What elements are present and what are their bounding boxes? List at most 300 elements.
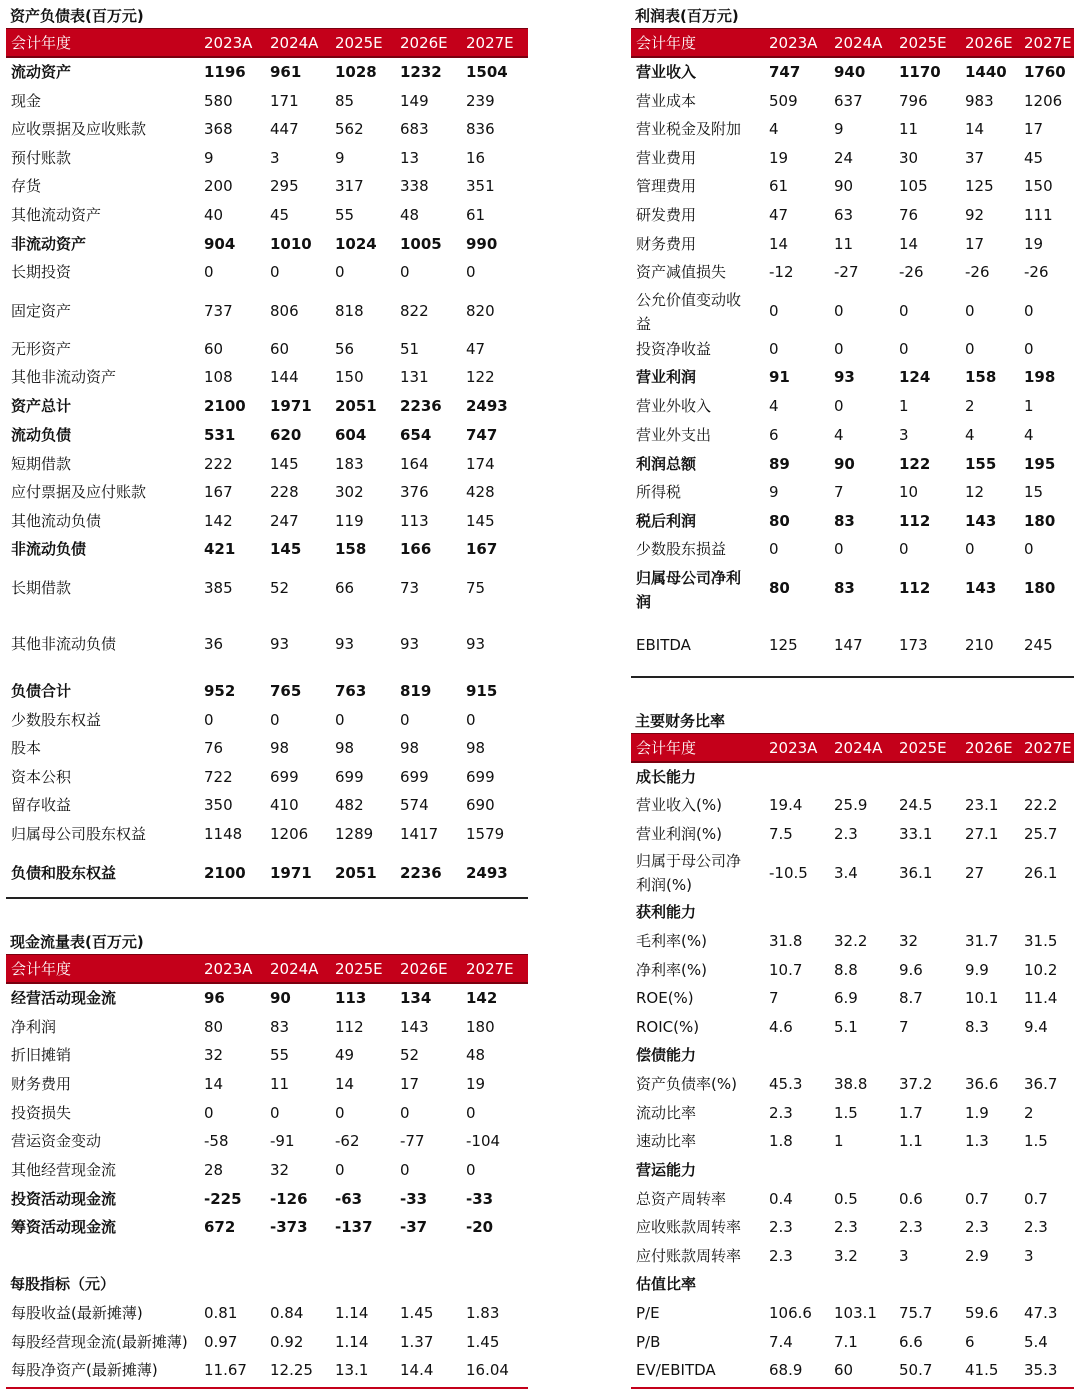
- cell-value: 385: [204, 579, 233, 597]
- table-row: [631, 364, 1074, 389]
- cell-value: 80: [769, 511, 790, 530]
- cell-value: 637: [834, 91, 863, 110]
- cell-value: 368: [204, 119, 233, 138]
- cell-value: 167: [466, 539, 498, 558]
- cell-value: 60: [834, 1360, 854, 1379]
- row-label: 其他非流动资产: [11, 367, 117, 386]
- header-year: 2026E: [400, 960, 448, 978]
- cell-value: 3.2: [834, 1246, 858, 1265]
- cell-value: 8.7: [899, 988, 923, 1007]
- cell-value: 0: [335, 1160, 345, 1179]
- cell-value: 2100: [204, 396, 246, 415]
- cell-value: 1: [1024, 396, 1034, 415]
- cell-value: 0: [1024, 339, 1034, 358]
- header-year: 2025E: [335, 960, 383, 978]
- cell-value: 76: [899, 205, 919, 224]
- cell-value: 0: [965, 301, 975, 320]
- row-label: 归属母公司股东权益: [11, 824, 147, 843]
- cell-value: 11.67: [204, 1360, 247, 1379]
- cell-value: 0: [899, 339, 909, 358]
- cell-value: 765: [270, 681, 302, 700]
- table-row: [631, 259, 1074, 284]
- cell-value: 48: [400, 205, 420, 224]
- table-row: [631, 792, 1074, 817]
- cell-value: 0: [400, 1160, 410, 1179]
- cell-value: 0: [834, 339, 844, 358]
- table-row: [631, 202, 1074, 227]
- table-row: [631, 1300, 1074, 1325]
- cell-value: 0: [899, 539, 909, 558]
- cell-value: 59.6: [965, 1303, 999, 1322]
- cell-value: 183: [335, 454, 364, 473]
- header-year: 2025E: [335, 34, 383, 52]
- cell-value: 149: [400, 91, 429, 110]
- cell-value: 1.14: [335, 1332, 369, 1351]
- cell-value: 14: [769, 234, 789, 253]
- cell-value: 47.3: [1024, 1303, 1058, 1322]
- cell-value: 699: [335, 767, 364, 786]
- header-year: 2024A: [834, 739, 883, 757]
- cell-value: 14: [899, 234, 919, 253]
- row-label: 固定资产: [11, 301, 72, 320]
- table-row: [6, 985, 528, 1010]
- cell-value: 338: [400, 176, 429, 195]
- section-heading-row: [631, 1271, 1074, 1296]
- cell-value: 25.9: [834, 795, 868, 814]
- cell-value: 19: [769, 148, 789, 167]
- cell-value: 143: [965, 579, 997, 597]
- row-label: 资产减值损失: [636, 262, 727, 281]
- cell-value: 4: [769, 396, 779, 415]
- cell-value: 0: [466, 1103, 476, 1122]
- cell-value: 1.9: [965, 1103, 989, 1122]
- cell-value: 0: [899, 301, 909, 320]
- cell-value: 111: [1024, 205, 1053, 224]
- cell-value: 180: [1024, 579, 1056, 597]
- table-row: [6, 364, 528, 389]
- cell-value: 36.6: [965, 1074, 999, 1093]
- table-row: [631, 231, 1074, 256]
- cash-flow-header-row: [6, 954, 528, 984]
- cell-value: 410: [270, 795, 299, 814]
- table-row: [6, 566, 528, 610]
- cell-value: 14.4: [400, 1360, 434, 1379]
- row-label: 营业利润: [636, 367, 697, 386]
- cell-value: 195: [1024, 454, 1056, 473]
- page-bottom-rule-right: [631, 1387, 1074, 1389]
- cell-value: 13.1: [335, 1360, 369, 1379]
- cell-value: 6.9: [834, 988, 858, 1007]
- cell-value: 1.37: [400, 1332, 434, 1351]
- cell-value: 604: [335, 425, 367, 444]
- cell-value: 19: [466, 1074, 486, 1093]
- cell-value: 2051: [335, 863, 377, 882]
- cell-value: 48: [466, 1045, 486, 1064]
- cell-value: 2: [965, 396, 975, 415]
- cell-value: 0: [834, 301, 844, 320]
- cell-value: 2.3: [834, 824, 858, 843]
- cell-value: 31.7: [965, 931, 999, 950]
- row-label: 股本: [11, 738, 42, 757]
- cell-value: 1971: [270, 396, 312, 415]
- cell-value: 89: [769, 454, 790, 473]
- cell-value: 47: [769, 205, 789, 224]
- cell-value: 2.9: [965, 1246, 989, 1265]
- cell-value: 26.1: [1024, 864, 1058, 882]
- table-row: [6, 1357, 528, 1382]
- cell-value: 52: [270, 579, 290, 597]
- income-statement-header-row: [631, 28, 1074, 58]
- cell-value: 60: [270, 339, 290, 358]
- balance-sheet-header-row: [6, 28, 528, 58]
- cell-value: 80: [204, 1017, 224, 1036]
- cell-value: 806: [270, 301, 299, 320]
- cell-value: 125: [965, 176, 994, 195]
- cell-value: 1: [899, 396, 909, 415]
- cell-value: -373: [270, 1217, 308, 1236]
- header-year: 2024A: [270, 960, 319, 978]
- cell-value: 5.1: [834, 1017, 858, 1036]
- cell-value: 122: [466, 367, 495, 386]
- cell-value: 239: [466, 91, 495, 110]
- cell-value: 131: [400, 367, 429, 386]
- cell-value: 722: [204, 767, 233, 786]
- header-year: 2026E: [965, 739, 1013, 757]
- cell-value: 45.3: [769, 1074, 803, 1093]
- row-label: 偿债能力: [636, 1045, 697, 1064]
- cell-value: 376: [400, 482, 429, 501]
- table-row: [6, 59, 528, 84]
- cell-value: 14: [335, 1074, 355, 1093]
- cell-value: 6: [965, 1332, 975, 1351]
- cell-value: 134: [400, 988, 432, 1007]
- cell-value: -62: [335, 1131, 360, 1150]
- cell-value: 2100: [204, 863, 246, 882]
- row-label: 其他经营现金流: [11, 1160, 117, 1179]
- cell-value: 350: [204, 795, 233, 814]
- row-label: 每股净资产(最新摊薄): [11, 1360, 158, 1379]
- header-year: 2023A: [769, 34, 818, 52]
- row-label: 营运能力: [636, 1160, 697, 1179]
- table-row: [631, 508, 1074, 533]
- cell-value: 961: [270, 62, 302, 81]
- row-label: 经营活动现金流: [11, 988, 117, 1007]
- cell-value: 92: [965, 205, 985, 224]
- row-label: 估值比率: [636, 1274, 697, 1293]
- cell-value: 7: [769, 988, 779, 1007]
- cell-value: 9: [204, 148, 214, 167]
- cell-value: 90: [834, 454, 855, 473]
- cell-value: -26: [965, 262, 990, 281]
- cell-value: 351: [466, 176, 495, 195]
- row-label: 获利能力: [636, 902, 697, 921]
- cell-value: 0: [400, 710, 410, 729]
- table-row: [6, 259, 528, 284]
- cell-value: 145: [270, 454, 299, 473]
- row-label: 预付账款: [11, 148, 72, 167]
- cell-value: 4: [1024, 425, 1034, 444]
- cell-value: 1: [834, 1131, 844, 1150]
- cell-value: 421: [204, 539, 236, 558]
- row-label: 每股收益(最新摊薄): [11, 1303, 143, 1322]
- cell-value: 1.1: [899, 1131, 923, 1150]
- cell-value: 9: [769, 482, 779, 501]
- table-row: [6, 231, 528, 256]
- table-row: [6, 479, 528, 504]
- table-row: [631, 985, 1074, 1010]
- cell-value: 93: [834, 367, 855, 386]
- row-label-line: 利润(%): [636, 876, 692, 894]
- header-label: 会计年度: [636, 739, 697, 757]
- cell-value: 7: [899, 1017, 909, 1036]
- row-label-line: 益: [636, 315, 652, 333]
- row-label: 营业税金及附加: [636, 119, 742, 138]
- table-row: [6, 1157, 528, 1182]
- cell-value: 36.1: [899, 864, 933, 882]
- cell-value: 166: [400, 539, 432, 558]
- table-row: [6, 145, 528, 170]
- cell-value: 2236: [400, 863, 442, 882]
- table-row: [631, 1014, 1074, 1039]
- cell-value: 1232: [400, 62, 442, 81]
- cell-value: 4.6: [769, 1017, 793, 1036]
- cell-value: -77: [400, 1131, 425, 1150]
- row-label: P/B: [636, 1332, 661, 1351]
- header-year: 2023A: [204, 960, 253, 978]
- cell-value: 31.5: [1024, 931, 1058, 950]
- cell-value: -10.5: [769, 864, 808, 882]
- table-row: [6, 1128, 528, 1153]
- cell-value: -33: [466, 1189, 494, 1208]
- cell-value: 4: [965, 425, 975, 444]
- cell-value: 31.8: [769, 931, 803, 950]
- row-label: 少数股东损益: [636, 539, 727, 558]
- cell-value: 119: [335, 511, 364, 530]
- cell-value: 9.9: [965, 960, 989, 979]
- cell-value: 1.14: [335, 1303, 369, 1322]
- table-row: [6, 288, 528, 333]
- cell-value: 55: [335, 205, 355, 224]
- cell-value: 0: [1024, 539, 1034, 558]
- cell-value: 171: [270, 91, 299, 110]
- cell-value: 699: [270, 767, 299, 786]
- cell-value: 113: [400, 511, 429, 530]
- row-label: EV/EBITDA: [636, 1360, 716, 1379]
- cell-value: 164: [400, 454, 429, 473]
- cell-value: 83: [834, 511, 855, 530]
- cell-value: 112: [899, 579, 931, 597]
- row-label: ROE(%): [636, 988, 694, 1007]
- row-label: [636, 849, 741, 897]
- cell-value: 620: [270, 425, 302, 444]
- cell-value: 0.81: [204, 1303, 238, 1322]
- row-label: 流动负债: [11, 425, 72, 444]
- cell-value: 36.7: [1024, 1074, 1058, 1093]
- table-row: [6, 792, 528, 817]
- cell-value: 1.7: [899, 1103, 923, 1122]
- cell-value: 143: [400, 1017, 429, 1036]
- table-row: [631, 1357, 1074, 1382]
- cell-value: 2.3: [769, 1103, 793, 1122]
- cell-value: -91: [270, 1131, 295, 1150]
- cell-value: 83: [270, 1017, 290, 1036]
- cell-value: 32.2: [834, 931, 868, 950]
- cell-value: 737: [204, 301, 233, 320]
- cell-value: 145: [270, 539, 302, 558]
- cell-value: 38.8: [834, 1074, 868, 1093]
- cell-value: -225: [204, 1189, 242, 1208]
- row-label: 利润总额: [636, 454, 697, 473]
- cell-value: 228: [270, 482, 299, 501]
- row-label: 资本公积: [11, 767, 72, 786]
- cell-value: 106.6: [769, 1303, 812, 1322]
- cell-value: 37: [965, 148, 985, 167]
- cell-value: 245: [1024, 635, 1053, 654]
- cell-value: 125: [769, 635, 798, 654]
- header-year: 2027E: [1024, 739, 1072, 757]
- cell-value: 428: [466, 482, 495, 501]
- cell-value: 198: [1024, 367, 1056, 386]
- row-label: ROIC(%): [636, 1017, 700, 1036]
- cell-value: 158: [335, 539, 367, 558]
- cell-value: -12: [769, 262, 794, 281]
- section-heading-row: [631, 899, 1074, 924]
- cell-value: 61: [769, 176, 789, 195]
- cell-value: 8.8: [834, 960, 858, 979]
- cell-value: 50.7: [899, 1360, 933, 1379]
- row-label: 净利率(%): [636, 960, 707, 979]
- cell-value: 90: [270, 988, 291, 1007]
- cell-value: 0: [400, 262, 410, 281]
- table-row: [631, 116, 1074, 141]
- cell-value: -26: [899, 262, 924, 281]
- cell-value: 17: [1024, 119, 1044, 138]
- cell-value: 2051: [335, 396, 377, 415]
- cell-value: 14: [965, 119, 985, 138]
- cell-value: 1289: [335, 824, 374, 843]
- header-year: 2027E: [1024, 34, 1072, 52]
- cell-value: 93: [270, 635, 290, 653]
- table-row: [631, 1100, 1074, 1125]
- cell-value: 52: [400, 1045, 420, 1064]
- cell-value: 112: [335, 1017, 364, 1036]
- cell-value: 3.4: [834, 864, 858, 882]
- cell-value: 22.2: [1024, 795, 1058, 814]
- row-label: 折旧摊销: [11, 1045, 72, 1064]
- cell-value: 747: [769, 62, 801, 81]
- cell-value: 1417: [400, 824, 439, 843]
- cell-value: 96: [204, 988, 225, 1007]
- cell-value: 2.3: [899, 1217, 923, 1236]
- header-label: 会计年度: [11, 34, 72, 52]
- row-label: 营业利润(%): [636, 824, 722, 843]
- cell-value: 16: [466, 148, 486, 167]
- cell-value: 0: [466, 1160, 476, 1179]
- table-row: [631, 632, 1074, 657]
- row-label: 少数股东权益: [11, 710, 102, 729]
- cell-value: 990: [466, 234, 498, 253]
- table-row: [6, 1014, 528, 1039]
- row-label: 财务费用: [11, 1074, 72, 1093]
- header-year: 2026E: [965, 34, 1013, 52]
- cell-value: 8.3: [965, 1017, 989, 1036]
- cell-value: 0: [335, 1103, 345, 1122]
- row-label: 应付账款周转率: [636, 1246, 742, 1265]
- cell-value: 0: [335, 710, 345, 729]
- row-label: 每股经营现金流(最新摊薄): [11, 1332, 188, 1351]
- cell-value: 819: [400, 681, 432, 700]
- row-label: 负债和股东权益: [11, 863, 117, 882]
- cell-value: 302: [335, 482, 364, 501]
- cell-value: 1206: [270, 824, 309, 843]
- row-label: 流动比率: [636, 1103, 697, 1122]
- cell-value: 93: [466, 635, 486, 653]
- cell-value: 295: [270, 176, 299, 195]
- table-row: [6, 1100, 528, 1125]
- cell-value: 683: [400, 119, 429, 138]
- cell-value: 10: [899, 482, 919, 501]
- cell-value: 145: [466, 511, 495, 530]
- table-row: [6, 622, 528, 666]
- section-heading-row: [631, 1157, 1074, 1182]
- row-label: 其他非流动负债: [11, 635, 117, 653]
- cell-value: 0: [400, 1103, 410, 1122]
- income-statement-title: 利润表(百万元): [635, 7, 739, 25]
- cell-value: 9.4: [1024, 1017, 1048, 1036]
- table-row: [6, 508, 528, 533]
- row-label: 研发费用: [636, 205, 697, 224]
- cell-value: 41.5: [965, 1360, 999, 1379]
- cell-value: 13: [400, 148, 420, 167]
- cell-value: 672: [204, 1217, 236, 1236]
- row-label-line: 归属于母公司净: [636, 852, 742, 870]
- table-row: [631, 59, 1074, 84]
- header-year: 2025E: [899, 34, 947, 52]
- cell-value: 7: [834, 482, 844, 501]
- cell-value: 3: [899, 425, 909, 444]
- cell-value: -63: [335, 1189, 363, 1208]
- cell-value: 7.4: [769, 1332, 793, 1351]
- row-label: 非流动负债: [11, 539, 87, 558]
- cell-value: 35.3: [1024, 1360, 1058, 1379]
- section-heading-row: [631, 1042, 1074, 1067]
- cell-value: 5.4: [1024, 1332, 1048, 1351]
- row-label: 营业收入: [636, 62, 697, 81]
- row-label: 长期投资: [11, 262, 72, 281]
- row-label: 成长能力: [636, 767, 697, 786]
- cell-value: 0: [335, 262, 345, 281]
- cell-value: 113: [335, 988, 367, 1007]
- row-label: 其他流动资产: [11, 205, 102, 224]
- table-row: [631, 821, 1074, 846]
- cell-value: -33: [400, 1189, 428, 1208]
- table-row: [6, 821, 528, 846]
- cell-value: 25.7: [1024, 824, 1058, 843]
- cell-value: -104: [466, 1131, 501, 1150]
- cell-value: -26: [1024, 262, 1049, 281]
- cell-value: 142: [204, 511, 233, 530]
- cell-value: 0.5: [834, 1189, 858, 1208]
- cell-value: 15: [1024, 482, 1044, 501]
- cell-value: 11: [834, 234, 854, 253]
- cell-value: -20: [466, 1217, 494, 1236]
- section-heading-row: [631, 764, 1074, 789]
- cell-value: 33.1: [899, 824, 933, 843]
- per-share-title: 每股指标（元）: [10, 1275, 116, 1293]
- cell-value: 12: [965, 482, 985, 501]
- row-label: [636, 566, 741, 614]
- table-row: [631, 1128, 1074, 1153]
